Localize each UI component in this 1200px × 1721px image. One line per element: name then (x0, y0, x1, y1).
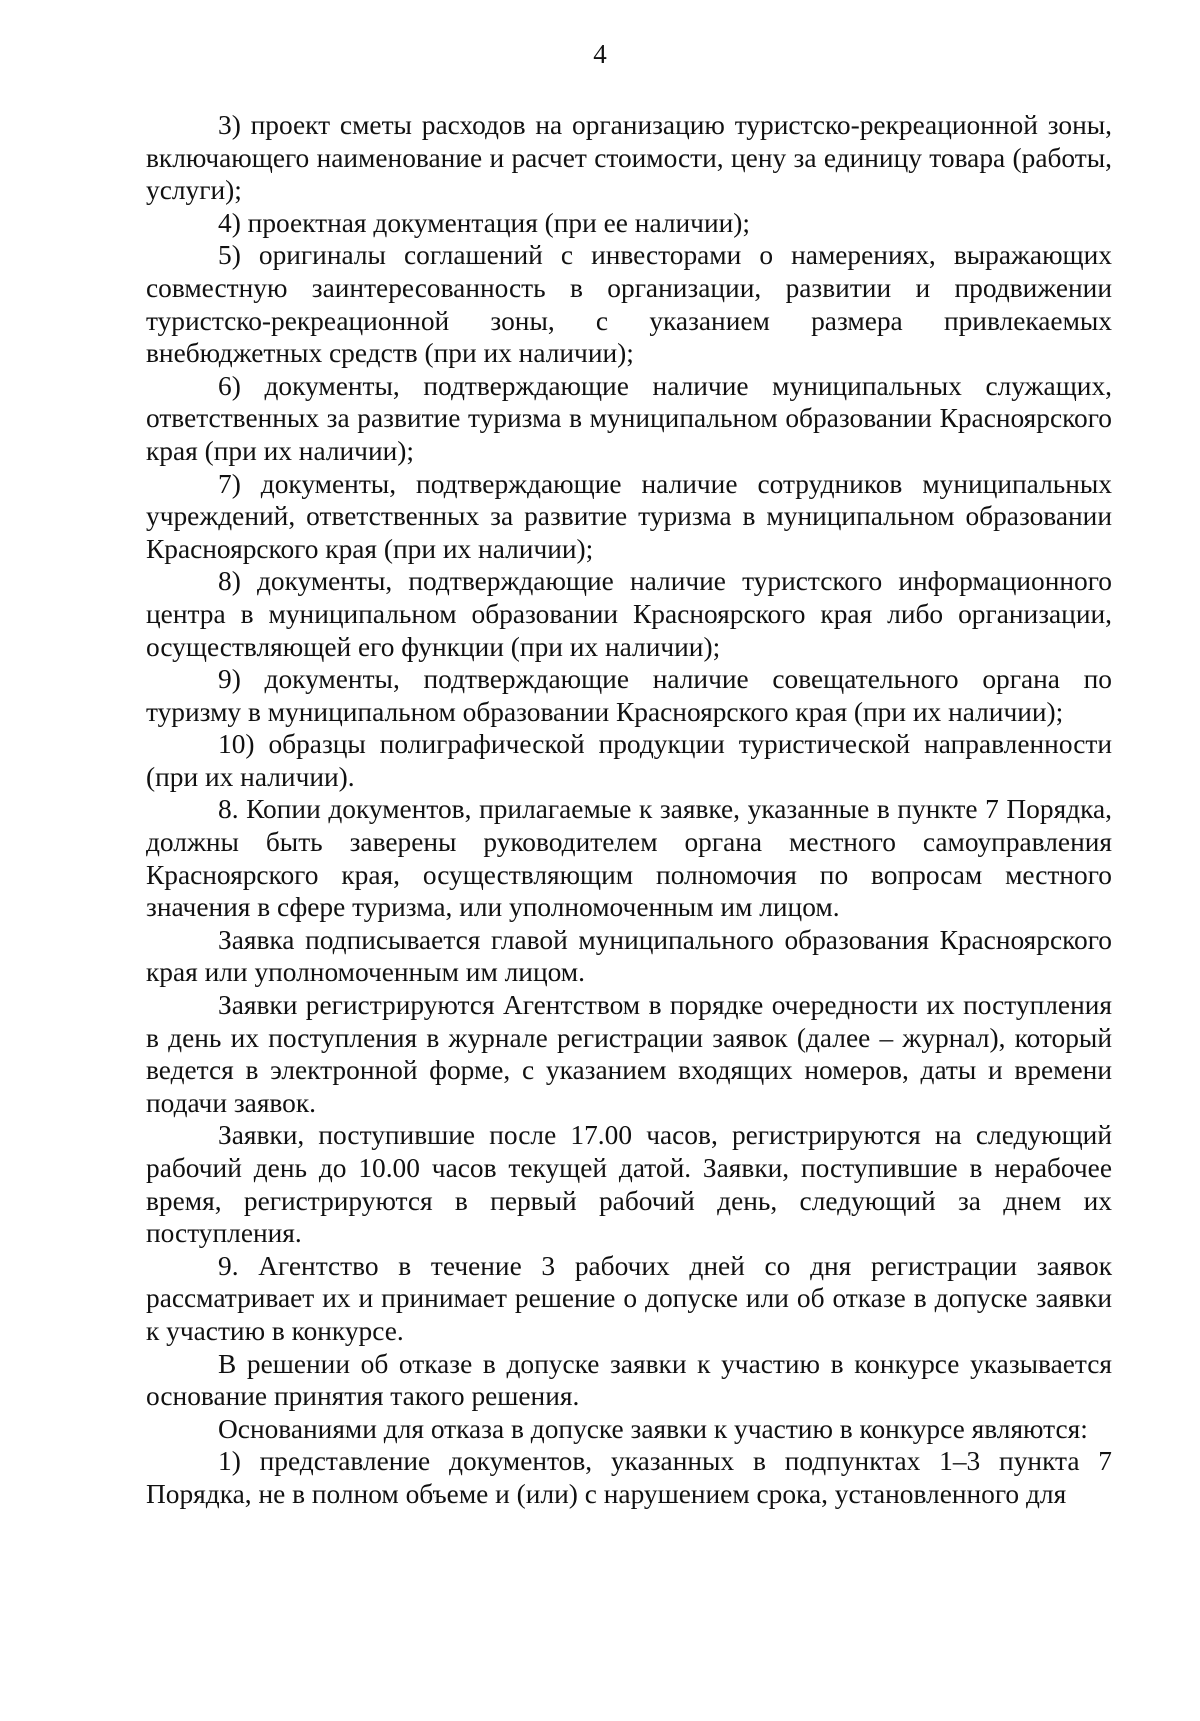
paragraph-item-10: 10) образцы полиграфической продукции туристической направленности (при их наличии). (146, 729, 1112, 792)
paragraph-ground-1: 1) представление документов, указанных в подпунктах 1–3 пункта 7 Порядка, не в полном объеме и (или) с нарушением срока, установленного для (146, 1446, 1112, 1509)
paragraph-signature-rule: Заявка подписывается главой муниципального образования Красноярского края или уполномоченным им лицом. (146, 924, 1112, 988)
paragraph-refusal-reason: В решении об отказе в допуске заявки к участию в конкурсе указывается основание принятия такого решения. (146, 1348, 1112, 1412)
paragraph-section-9: 9. Агентство в течение 3 рабочих дней со дня регистрации заявок рассматривает их и принимает решение о допуске или об отказе в допуске заявки к участию в конкурсе. (146, 1250, 1112, 1346)
paragraph-section-8: 8. Копии документов, прилагаемые к заявке, указанные в пункте 7 Порядка, должны быть заверены руководителем органа местного самоуправления Красноярского края, осуществляющим полномочия по вопросам местного значения в сфере туризма, или уполномоченным им лицом. (146, 794, 1112, 923)
paragraph-item-3: 3) проект сметы расходов на организацию туристско-рекреационной зоны, включающего наименование и расчет стоимости, цену за единицу товара (работы, услуги); (146, 110, 1112, 206)
page-number: 4 (593, 39, 607, 69)
paragraph-item-8: 8) документы, подтверждающие наличие туристского информационного центра в муниципальном образовании Красноярского края либо организации, осуществляющей его функции (при их наличии); (146, 566, 1112, 662)
paragraph-registration: Заявки регистрируются Агентством в порядке очередности их поступления в день их поступления в журнале регистрации заявок (далее – журнал), который ведется в электронной форме, с указанием входящих номеров, даты и времени подачи заявок. (146, 990, 1112, 1118)
paragraph-registration-time: Заявки, поступившие после 17.00 часов, регистрируются на следующий рабочий день до 10.00 часов текущей датой. Заявки, поступившие в нерабочее время, регистрируются в первый рабочий день, следующий за днем их поступления. (146, 1120, 1112, 1249)
paragraph-item-6: 6) документы, подтверждающие наличие муниципальных служащих, ответственных за развитие туризма в муниципальном образовании Красноярского края (при их наличии); (146, 370, 1112, 466)
paragraph-item-7: 7) документы, подтверждающие наличие сотрудников муниципальных учреждений, ответственных за развитие туризма в муниципальном образовании Красноярского края (при их наличии); (146, 468, 1112, 564)
paragraph-item-4: 4) проектная документация (при ее наличии); (218, 207, 750, 238)
paragraph-refusal-grounds: Основаниями для отказа в допуске заявки к участию в конкурсе являются: (218, 1413, 1088, 1444)
document-body (146, 109, 1112, 1511)
paragraph-item-9: 9) документы, подтверждающие наличие совещательного органа по туризму в муниципальном образовании Красноярского края (при их наличии); (146, 664, 1112, 727)
paragraph-item-5: 5) оригиналы соглашений с инвесторами о намерениях, выражающих совместную заинтересованность в организации, развитии и продвижении туристско-рекреационной зоны, с указанием размера привлекаемых внебюджетных средств (при их наличии); (146, 240, 1112, 369)
